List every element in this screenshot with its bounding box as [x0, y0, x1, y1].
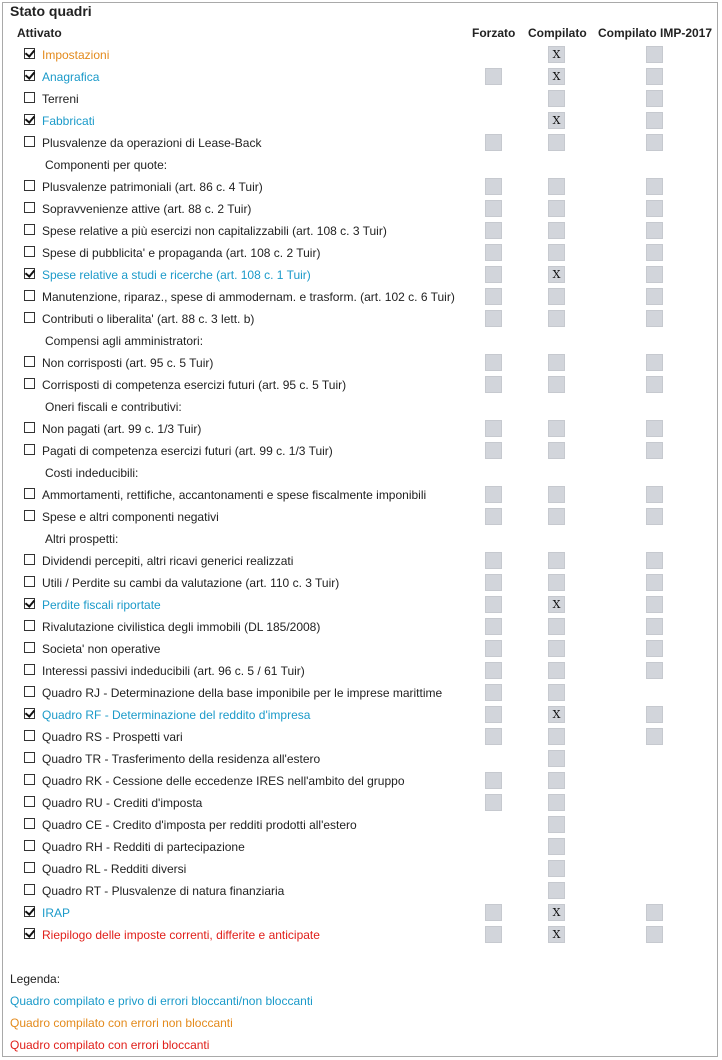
- quadro-row: [0, 770, 722, 792]
- compiled-imp-cell: [646, 618, 663, 635]
- compiled-cell: X: [548, 68, 565, 85]
- compiled-imp-cell: [646, 178, 663, 195]
- activated-checkbox[interactable]: [24, 774, 35, 785]
- compiled-imp-cell: [646, 200, 663, 217]
- section-label: Componenti per quote:: [45, 158, 168, 172]
- compiled-cell: [548, 728, 565, 745]
- compiled-imp-cell: [646, 552, 663, 569]
- activated-checkbox[interactable]: [24, 928, 35, 939]
- forced-cell: [485, 772, 502, 789]
- quadro-label[interactable]: Societa' non operative: [42, 642, 161, 656]
- quadro-row: [0, 836, 722, 858]
- compiled-cell: [548, 552, 565, 569]
- activated-checkbox[interactable]: [24, 48, 35, 59]
- compiled-cell: X: [548, 926, 565, 943]
- activated-checkbox[interactable]: [24, 598, 35, 609]
- quadro-row: [0, 198, 722, 220]
- forced-cell: [485, 706, 502, 723]
- quadro-row: [0, 44, 722, 66]
- activated-checkbox[interactable]: [24, 180, 35, 191]
- quadro-row: [0, 616, 722, 638]
- forced-cell: [485, 244, 502, 261]
- activated-checkbox[interactable]: [24, 312, 35, 323]
- forced-cell: [485, 926, 502, 943]
- quadro-label[interactable]: Sopravvenienze attive (art. 88 c. 2 Tuir): [42, 202, 252, 216]
- compiled-imp-cell: [646, 574, 663, 591]
- forced-cell: [485, 68, 502, 85]
- compiled-cell: X: [548, 266, 565, 283]
- compiled-cell: [548, 750, 565, 767]
- activated-checkbox[interactable]: [24, 620, 35, 631]
- compiled-imp-cell: [646, 266, 663, 283]
- activated-checkbox[interactable]: [24, 246, 35, 257]
- quadro-label[interactable]: Impostazioni: [42, 48, 110, 62]
- quadro-label[interactable]: Ammortamenti, rettifiche, accantonamenti e spese fiscalmente imponibili: [42, 488, 427, 502]
- forced-cell: [485, 794, 502, 811]
- activated-checkbox[interactable]: [24, 576, 35, 587]
- activated-checkbox[interactable]: [24, 290, 35, 301]
- activated-checkbox[interactable]: [24, 862, 35, 873]
- quadro-label[interactable]: Quadro RS - Prospetti vari: [42, 730, 183, 744]
- quadro-row: [0, 88, 722, 110]
- quadro-row: [0, 682, 722, 704]
- forced-cell: [485, 618, 502, 635]
- quadro-row: [0, 748, 722, 770]
- quadro-label[interactable]: Dividendi percepiti, altri ricavi generici realizzati: [42, 554, 294, 568]
- quadro-label[interactable]: Plusvalenze patrimoniali (art. 86 c. 4 Tuir): [42, 180, 263, 194]
- quadro-row: [0, 176, 722, 198]
- compiled-cell: [548, 486, 565, 503]
- compiled-cell: [548, 860, 565, 877]
- quadro-row: [0, 858, 722, 880]
- compiled-cell: [548, 508, 565, 525]
- legend-ok: Quadro compilato e privo di errori bloccanti/non bloccanti: [10, 994, 313, 1008]
- quadro-label[interactable]: Quadro RK - Cessione delle eccedenze IRES nell'ambito del gruppo: [42, 774, 405, 788]
- compiled-cell: [548, 310, 565, 327]
- compiled-imp-cell: [646, 508, 663, 525]
- forced-cell: [485, 662, 502, 679]
- quadro-row: [0, 308, 722, 330]
- quadro-label[interactable]: Rivalutazione civilistica degli immobili (DL 185/2008): [42, 620, 321, 634]
- legend-title: Legenda:: [10, 972, 61, 986]
- quadro-row: [0, 286, 722, 308]
- section-label: Costi indeducibili:: [45, 466, 139, 480]
- quadro-row: [0, 550, 722, 572]
- compiled-imp-cell: [646, 288, 663, 305]
- section-label: Oneri fiscali e contributivi:: [45, 400, 182, 414]
- activated-checkbox[interactable]: [24, 114, 35, 125]
- quadro-label[interactable]: Perdite fiscali riportate: [42, 598, 161, 612]
- quadro-label[interactable]: Quadro RH - Redditi di partecipazione: [42, 840, 245, 854]
- forced-cell: [485, 222, 502, 239]
- compiled-imp-cell: [646, 112, 663, 129]
- quadro-row: [0, 352, 722, 374]
- compiled-imp-cell: [646, 90, 663, 107]
- forced-cell: [485, 200, 502, 217]
- compiled-cell: [548, 354, 565, 371]
- section-header: [0, 154, 722, 176]
- quadro-label[interactable]: Corrisposti di competenza esercizi futuri (art. 95 c. 5 Tuir): [42, 378, 347, 392]
- compiled-cell: [548, 640, 565, 657]
- header-compiled: Compilato: [528, 26, 587, 40]
- activated-checkbox[interactable]: [24, 268, 35, 279]
- quadro-row: [0, 132, 722, 154]
- activated-checkbox[interactable]: [24, 818, 35, 829]
- quadro-label[interactable]: Spese e altri componenti negativi: [42, 510, 219, 524]
- legend-warning: Quadro compilato con errori non bloccanti: [10, 1016, 233, 1030]
- compiled-cell: [548, 574, 565, 591]
- compiled-cell: X: [548, 706, 565, 723]
- forced-cell: [485, 178, 502, 195]
- forced-cell: [485, 640, 502, 657]
- legend-error: Quadro compilato con errori bloccanti: [10, 1038, 210, 1052]
- compiled-cell: [548, 794, 565, 811]
- quadro-row: [0, 374, 722, 396]
- forced-cell: [485, 134, 502, 151]
- compiled-cell: [548, 376, 565, 393]
- quadri-list: [0, 44, 722, 946]
- quadro-label[interactable]: Anagrafica: [42, 70, 100, 84]
- compiled-imp-cell: [646, 244, 663, 261]
- quadro-row: [0, 242, 722, 264]
- compiled-cell: [548, 882, 565, 899]
- forced-cell: [485, 354, 502, 371]
- quadro-label[interactable]: Utili / Perdite su cambi da valutazione (art. 110 c. 3 Tuir): [42, 576, 340, 590]
- activated-checkbox[interactable]: [24, 378, 35, 389]
- quadro-label[interactable]: Interessi passivi indeducibili (art. 96 c. 5 / 61 Tuir): [42, 664, 305, 678]
- quadro-label[interactable]: Quadro TR - Trasferimento della residenza all'estero: [42, 752, 321, 766]
- activated-checkbox[interactable]: [24, 752, 35, 763]
- compiled-cell: [548, 134, 565, 151]
- activated-checkbox[interactable]: [24, 422, 35, 433]
- activated-checkbox[interactable]: [24, 136, 35, 147]
- header-forced: Forzato: [472, 26, 516, 40]
- compiled-cell: [548, 178, 565, 195]
- quadro-label[interactable]: Non corrisposti (art. 95 c. 5 Tuir): [42, 356, 214, 370]
- quadro-label[interactable]: Riepilogo delle imposte correnti, differite e anticipate: [42, 928, 320, 942]
- quadro-label[interactable]: Quadro RJ - Determinazione della base imponibile per le imprese marittime: [42, 686, 443, 700]
- compiled-imp-cell: [646, 134, 663, 151]
- quadro-label[interactable]: Pagati di competenza esercizi futuri (art. 99 c. 1/3 Tuir): [42, 444, 333, 458]
- compiled-imp-cell: [646, 926, 663, 943]
- activated-checkbox[interactable]: [24, 884, 35, 895]
- compiled-imp-cell: [646, 662, 663, 679]
- compiled-imp-cell: [646, 486, 663, 503]
- forced-cell: [485, 310, 502, 327]
- quadro-label[interactable]: Quadro CE - Credito d'imposta per redditi prodotti all'estero: [42, 818, 357, 832]
- forced-cell: [485, 596, 502, 613]
- activated-checkbox[interactable]: [24, 642, 35, 653]
- forced-cell: [485, 574, 502, 591]
- compiled-cell: [548, 288, 565, 305]
- quadro-row: [0, 572, 722, 594]
- activated-checkbox[interactable]: [24, 510, 35, 521]
- forced-cell: [485, 442, 502, 459]
- quadro-row: [0, 264, 722, 286]
- quadro-row: [0, 110, 722, 132]
- forced-cell: [485, 288, 502, 305]
- quadro-row: [0, 902, 722, 924]
- forced-cell: [485, 684, 502, 701]
- compiled-cell: [548, 420, 565, 437]
- quadro-row: [0, 704, 722, 726]
- compiled-cell: [548, 684, 565, 701]
- panel-title: Stato quadri: [10, 3, 92, 19]
- quadro-row: [0, 924, 722, 946]
- activated-checkbox[interactable]: [24, 840, 35, 851]
- compiled-imp-cell: [646, 376, 663, 393]
- quadro-label[interactable]: Plusvalenze da operazioni di Lease-Back: [42, 136, 262, 150]
- quadro-row: [0, 814, 722, 836]
- quadro-row: [0, 220, 722, 242]
- forced-cell: [485, 552, 502, 569]
- activated-checkbox[interactable]: [24, 664, 35, 675]
- compiled-cell: [548, 772, 565, 789]
- activated-checkbox[interactable]: [24, 92, 35, 103]
- quadro-row: [0, 880, 722, 902]
- compiled-cell: [548, 244, 565, 261]
- section-header: [0, 330, 722, 352]
- compiled-imp-cell: [646, 420, 663, 437]
- compiled-cell: [548, 200, 565, 217]
- section-label: Compensi agli amministratori:: [45, 334, 204, 348]
- compiled-cell: [548, 838, 565, 855]
- activated-checkbox[interactable]: [24, 70, 35, 81]
- forced-cell: [485, 508, 502, 525]
- header-compiled-imp: Compilato IMP-2017: [598, 26, 713, 40]
- compiled-cell: X: [548, 596, 565, 613]
- compiled-cell: [548, 662, 565, 679]
- compiled-imp-cell: [646, 442, 663, 459]
- compiled-imp-cell: [646, 706, 663, 723]
- quadro-label[interactable]: Spese relative a più esercizi non capitalizzabili (art. 108 c. 3 Tuir): [42, 224, 387, 238]
- legend: [10, 972, 313, 1060]
- quadro-label[interactable]: Spese di pubblicita' e propaganda (art. 108 c. 2 Tuir): [42, 246, 321, 260]
- quadro-row: [0, 792, 722, 814]
- activated-checkbox[interactable]: [24, 554, 35, 565]
- quadro-label[interactable]: Non pagati (art. 99 c. 1/3 Tuir): [42, 422, 202, 436]
- compiled-imp-cell: [646, 728, 663, 745]
- activated-checkbox[interactable]: [24, 730, 35, 741]
- quadro-label[interactable]: Quadro RU - Crediti d'imposta: [42, 796, 203, 810]
- compiled-cell: [548, 816, 565, 833]
- compiled-cell: [548, 618, 565, 635]
- quadro-label[interactable]: Terreni: [42, 92, 79, 106]
- forced-cell: [485, 904, 502, 921]
- quadro-label[interactable]: Quadro RT - Plusvalenze di natura finanziaria: [42, 884, 285, 898]
- quadro-label[interactable]: IRAP: [42, 906, 71, 920]
- header-activated: Attivato: [17, 26, 62, 40]
- compiled-imp-cell: [646, 904, 663, 921]
- quadro-row: [0, 726, 722, 748]
- quadro-label[interactable]: Contributi o liberalita' (art. 88 c. 3 lett. b): [42, 312, 255, 326]
- forced-cell: [485, 486, 502, 503]
- compiled-imp-cell: [646, 46, 663, 63]
- compiled-imp-cell: [646, 310, 663, 327]
- forced-cell: [485, 376, 502, 393]
- quadro-row: [0, 484, 722, 506]
- compiled-cell: X: [548, 112, 565, 129]
- forced-cell: [485, 420, 502, 437]
- quadro-label[interactable]: Spese relative a studi e ricerche (art. 108 c. 1 Tuir): [42, 268, 311, 282]
- quadro-label[interactable]: Quadro RF - Determinazione del reddito d'impresa: [42, 708, 311, 722]
- quadro-row: [0, 66, 722, 88]
- quadro-label[interactable]: Fabbricati: [42, 114, 95, 128]
- forced-cell: [485, 728, 502, 745]
- activated-checkbox[interactable]: [24, 906, 35, 917]
- compiled-imp-cell: [646, 222, 663, 239]
- activated-checkbox[interactable]: [24, 796, 35, 807]
- section-label: Altri prospetti:: [45, 532, 119, 546]
- compiled-cell: X: [548, 904, 565, 921]
- activated-checkbox[interactable]: [24, 488, 35, 499]
- quadro-row: [0, 506, 722, 528]
- compiled-imp-cell: [646, 596, 663, 613]
- activated-checkbox[interactable]: [24, 444, 35, 455]
- forced-cell: [485, 266, 502, 283]
- compiled-imp-cell: [646, 354, 663, 371]
- compiled-imp-cell: [646, 640, 663, 657]
- compiled-cell: [548, 442, 565, 459]
- activated-checkbox[interactable]: [24, 686, 35, 697]
- activated-checkbox[interactable]: [24, 202, 35, 213]
- compiled-cell: [548, 222, 565, 239]
- quadro-label[interactable]: Manutenzione, riparaz., spese di ammodernam. e trasform. (art. 102 c. 6 Tuir): [42, 290, 455, 304]
- quadro-row: [0, 660, 722, 682]
- quadro-label[interactable]: Quadro RL - Redditi diversi: [42, 862, 187, 876]
- quadro-row: [0, 440, 722, 462]
- activated-checkbox[interactable]: [24, 356, 35, 367]
- quadro-row: [0, 418, 722, 440]
- section-header: [0, 396, 722, 418]
- section-header: [0, 462, 722, 484]
- quadro-row: [0, 638, 722, 660]
- quadro-row: [0, 594, 722, 616]
- activated-checkbox[interactable]: [24, 224, 35, 235]
- compiled-cell: [548, 90, 565, 107]
- section-header: [0, 528, 722, 550]
- activated-checkbox[interactable]: [24, 708, 35, 719]
- compiled-cell: X: [548, 46, 565, 63]
- compiled-imp-cell: [646, 68, 663, 85]
